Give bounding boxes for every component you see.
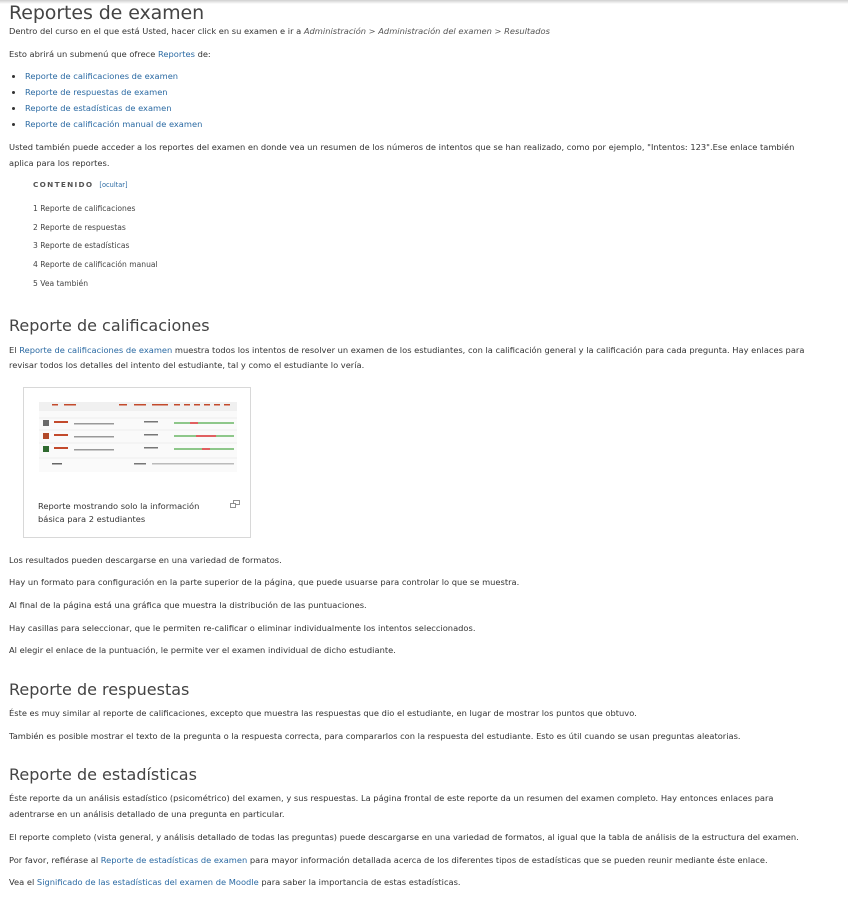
intro-line-1-text: Dentro del curso en el que está Usted, hacer click en su examen e ir a <box>9 26 302 36</box>
thumb-row-wrong <box>196 435 216 437</box>
table-of-contents <box>33 180 158 288</box>
grades-report-link[interactable]: Reporte de calificaciones de examen <box>25 71 179 81</box>
stats-paragraph-1-line-2: adentrarse en un análisis detallado de una pregunta en particular. <box>9 809 285 819</box>
toc-item-grades[interactable]: 1 Reporte de calificaciones <box>33 204 136 213</box>
list-item <box>25 84 202 100</box>
report-thumbnail-image[interactable] <box>24 388 250 488</box>
toc-item-see-also[interactable]: 5 Vea también <box>33 279 89 288</box>
reports-link-list <box>9 68 202 132</box>
thumb-row-date <box>144 447 158 449</box>
grades-paragraph-line-1 <box>9 342 804 358</box>
thumb-table-header <box>39 402 237 411</box>
grades-bullet-4: Hay casillas para seleccionar, que le permiten re-calificar o eliminar individualmente los intentos seleccionados. <box>9 623 476 633</box>
intro-menu-path: Administración > Administración del examen > Resultados <box>303 26 550 36</box>
grades-report-inline-link[interactable]: Reporte de calificaciones de examen <box>19 345 173 355</box>
section-heading-responses: Reporte de respuestas <box>9 680 190 699</box>
toc-heading <box>33 180 128 189</box>
list-item <box>25 100 202 116</box>
intro-line-2 <box>9 46 211 62</box>
thumb-row-email <box>74 449 114 451</box>
thumb-row-date <box>144 434 158 436</box>
thumb-row-name <box>54 447 68 449</box>
intro-line-2-suffix: de: <box>197 49 211 59</box>
grades-bullet-5: Al elegir el enlace de la puntuación, le permite ver el examen individual de dicho estudiante. <box>9 645 396 655</box>
stats-p4-suffix: para saber la importancia de estas estadísticas. <box>261 877 461 887</box>
thumb-row-date <box>144 421 158 423</box>
thumb-row-wrong <box>202 448 210 450</box>
stats-p3-suffix: para mayor información detallada acerca de los diferentes tipos de estadísticas que se pueden reunir mediante éste enlace. <box>249 855 768 865</box>
thumb-row-email <box>74 423 114 425</box>
thumb-row-name <box>54 434 68 436</box>
toc-hide-toggle[interactable]: [ocultar] <box>99 181 128 189</box>
responses-paragraph-1: Éste es muy similar al reporte de calificaciones, excepto que muestra las respuestas que dio el estudiante, en lugar de mostrar los puntos que obtuvo. <box>9 708 637 718</box>
summary-line-2: aplica para los reportes. <box>9 158 110 168</box>
summary-line-1: Usted también puede acceder a los reportes del examen en donde vea un resumen de los números de intentos que se han realizado, como por ejemplo, "Intentos: 123".Ese enlace también <box>9 142 795 152</box>
grades-p1-rest: muestra todos los intentos de resolver un examen de los estudiantes, con la calificación general y la calificación para cada pregunta. Hay enlaces para <box>174 345 805 355</box>
list-item <box>25 68 202 84</box>
stats-paragraph-2: El reporte completo (vista general, y análisis detallado de todas las preguntas) puede descargarse en una variedad de formatos, al igual que la tabla de análisis de la estructura del examen. <box>9 832 799 842</box>
responses-paragraph-2: También es posible mostrar el texto de la pregunta o la respuesta correcta, para compararlos con la respuesta del estudiante. Esto es útil cuando se usan preguntas aleatorias. <box>9 731 741 741</box>
manual-grading-report-link[interactable]: Reporte de calificación manual de examen <box>25 119 203 129</box>
stats-paragraph-1-line-1: Éste reporte da un análisis estadístico (psicométrico) del examen, y sus respuestas. La página frontal de este reporte da un resumen del examen completo. Hay entonces enlaces para <box>9 793 774 803</box>
grades-p1-prefix: El <box>9 345 17 355</box>
section-heading-statistics: Reporte de estadísticas <box>9 765 197 784</box>
grades-bullet-2: Hay un formato para configuración en la parte superior de la página, que puede usuarse para controlar lo que se muestra. <box>9 577 520 587</box>
thumb-avatar <box>43 446 49 452</box>
stats-p4-prefix: Vea el <box>9 877 35 887</box>
thumb-row-name <box>54 421 68 423</box>
thumb-row-wrong <box>190 422 198 424</box>
thumb-avatar <box>43 420 49 426</box>
toc-item-statistics[interactable]: 3 Reporte de estadísticas <box>33 241 130 250</box>
thumb-average-value <box>134 463 146 465</box>
thumb-average-scores <box>152 463 234 465</box>
thumb-average-label <box>52 463 62 465</box>
toc-item-responses[interactable]: 2 Reporte de respuestas <box>33 223 126 232</box>
toc-item-manual-grading[interactable]: 4 Reporte de calificación manual <box>33 260 158 269</box>
responses-report-link[interactable]: Reporte de respuestas de examen <box>25 87 168 97</box>
intro-line-1 <box>9 23 550 39</box>
grades-paragraph-line-2: revisar todos los detalles del intento del estudiante, tal y como el estudiante lo vería. <box>9 360 365 370</box>
intro-line-2-text: Esto abrirá un submenú que ofrece <box>9 49 156 59</box>
thumb-row-scores <box>174 422 234 424</box>
thumb-avatar <box>43 433 49 439</box>
toc-heading-text: CONTENIDO <box>33 180 94 189</box>
list-item <box>25 116 202 132</box>
thumb-row-email <box>74 436 114 438</box>
enlarge-icon[interactable] <box>230 500 240 508</box>
grades-bullet-3: Al final de la página está una gráfica que muestra la distribución de las puntuaciones. <box>9 600 367 610</box>
thumbnail-caption: Reporte mostrando solo la información básica para 2 estudiantes <box>38 501 200 524</box>
report-thumbnail[interactable] <box>23 387 251 538</box>
statistics-report-link[interactable]: Reporte de estadísticas de examen <box>25 103 172 113</box>
page-title: Reportes de examen <box>9 2 205 24</box>
stats-p3-prefix: Por favor, refiérase al <box>9 855 99 865</box>
section-heading-grades: Reporte de calificaciones <box>9 316 210 335</box>
grades-bullet-1: Los resultados pueden descargarse en una variedad de formatos. <box>9 555 282 565</box>
moodle-stats-meaning-link[interactable]: Significado de las estadísticas del examen de Moodle <box>36 877 259 887</box>
stats-paragraph-3 <box>9 852 768 868</box>
statistics-report-inline-link[interactable]: Reporte de estadísticas de examen <box>100 855 248 865</box>
reportes-link[interactable]: Reportes <box>157 49 195 59</box>
stats-paragraph-4 <box>9 874 461 890</box>
